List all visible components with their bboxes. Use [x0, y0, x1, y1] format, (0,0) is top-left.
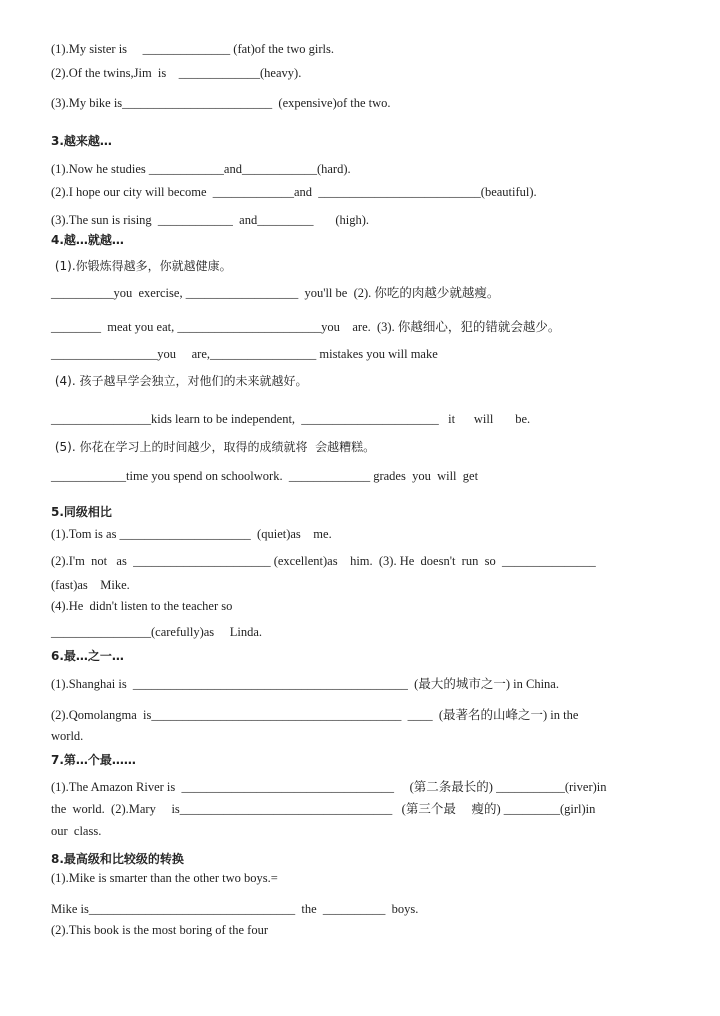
- exercise-line: (1).Shanghai is ____________________________________________ (最大的城市之一) in China.: [51, 677, 559, 691]
- exercise-line: (2).I'm not as ______________________ (excellent)as him. (3). He doesn't run so _______________: [51, 554, 596, 568]
- exercise-line: (3).The sun is rising ____________ and_________ (high).: [51, 213, 370, 227]
- exercise-line: (1).Now he studies ____________and____________(hard).: [51, 162, 351, 176]
- exercise-line: world.: [51, 729, 84, 743]
- exercise-line: (2).This book is the most boring of the four: [51, 923, 268, 937]
- exercise-line: (2).I hope our city will become _____________and __________________________(beautiful).: [51, 185, 537, 199]
- exercise-line: ________________kids learn to be independent, ______________________ it will be.: [51, 412, 531, 426]
- section-heading: 5.同级相比: [51, 505, 112, 519]
- chinese-prompt: (5). 你花在学习上的时间越少，取得的成绩就将 会越糟糕。: [51, 440, 376, 454]
- exercise-line: (fast)as Mike.: [51, 578, 130, 592]
- exercise-line: (2).Of the twins,Jim is _____________(heavy).: [51, 66, 302, 80]
- section-heading: 4.越…就越…: [51, 233, 124, 247]
- chinese-prompt: (1).你锻炼得越多，你就越健康。: [51, 259, 232, 273]
- exercise-line: (1).My sister is ______________ (fat)of the two girls.: [51, 42, 334, 56]
- exercise-line: (2).Qomolangma is________________________________________ ____ (最著名的山峰之一) in the: [51, 708, 579, 722]
- exercise-line: (1).Mike is smarter than the other two boys.=: [51, 871, 278, 885]
- section-heading: 3.越来越…: [51, 134, 112, 148]
- exercise-line: (3).My bike is________________________ (expensive)of the two.: [51, 96, 391, 110]
- exercise-line: (1).The Amazon River is __________________________________ (第二条最长的) ___________(river)in: [51, 780, 607, 794]
- chinese-prompt: (4). 孩子越早学会独立，对他们的未来就越好。: [51, 374, 308, 388]
- exercise-line: ____________time you spend on schoolwork. _____________ grades you will get: [51, 469, 479, 483]
- exercise-line: _________________you are,_________________ mistakes you will make: [51, 347, 438, 361]
- exercise-line: ________ meat you eat, _______________________you are. (3). 你越细心，犯的错就会越少。: [51, 320, 561, 334]
- exercise-line: (4).He didn't listen to the teacher so: [51, 599, 233, 613]
- section-heading: 8.最高级和比较级的转换: [51, 852, 184, 866]
- exercise-line: (1).Tom is as _____________________ (quiet)as me.: [51, 527, 332, 541]
- exercise-line: Mike is_________________________________ the __________ boys.: [51, 902, 419, 916]
- exercise-line: ________________(carefully)as Linda.: [51, 625, 263, 639]
- exercise-line: __________you exercise, __________________ you'll be (2). 你吃的肉越少就越瘦。: [51, 286, 500, 300]
- section-heading: 7.第…个最……: [51, 753, 136, 767]
- section-heading: 6.最…之一…: [51, 649, 124, 663]
- exercise-line: our class.: [51, 824, 102, 838]
- exercise-line: the world. (2).Mary is__________________________________ (第三个最 瘦的) _________(girl)in: [51, 802, 596, 816]
